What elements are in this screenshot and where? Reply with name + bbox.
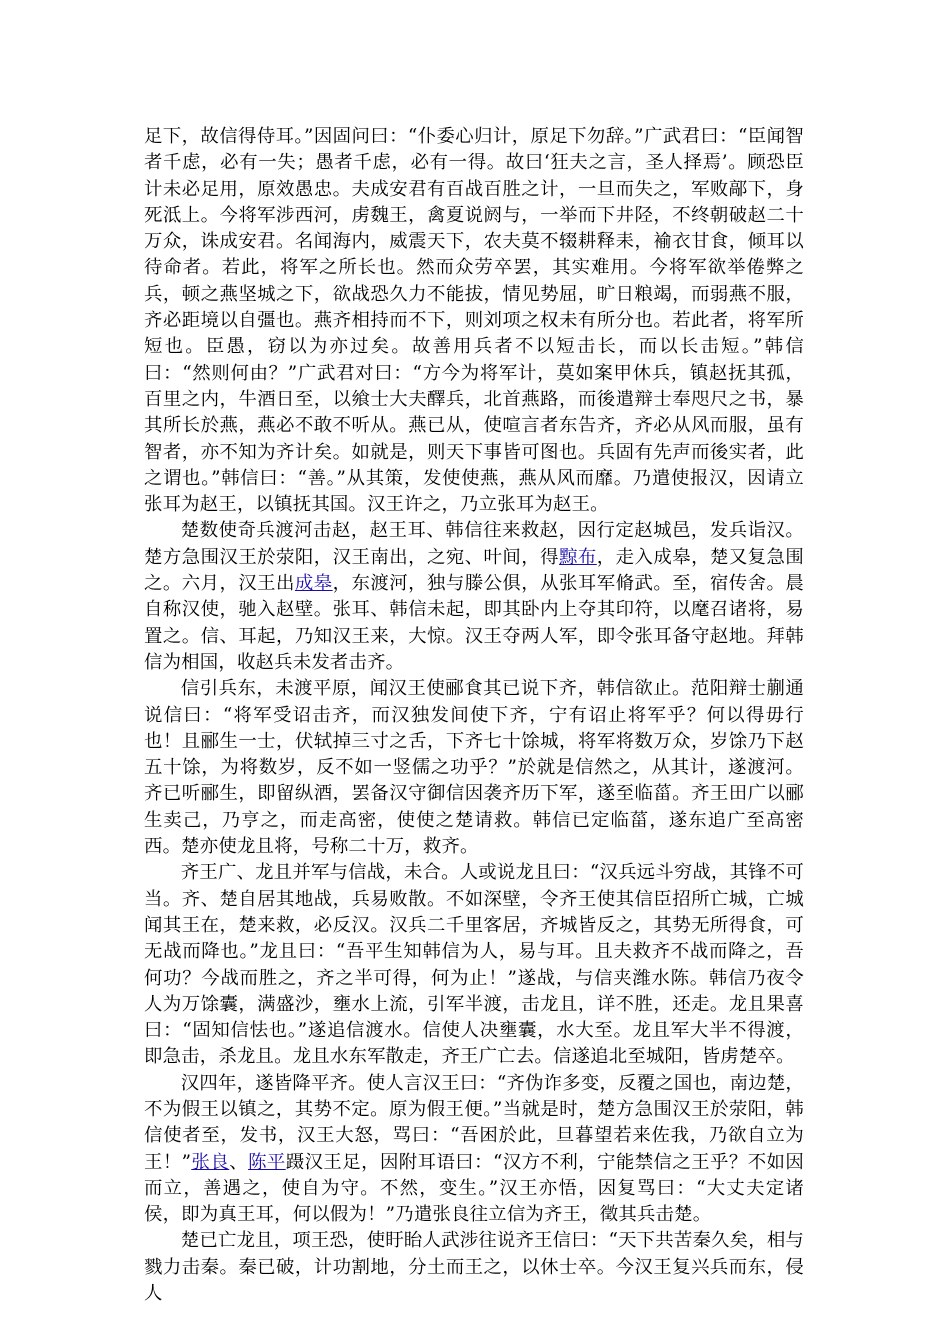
person-link[interactable]: 陈平 [248,1151,286,1173]
paragraph-text: 汉四年，遂皆降平齐。使人言汉王曰：“齐伪诈多变，反覆之国也，南边楚，不为假王以镇之，其势不定。原为假王便。”当就是时，楚方急围汉王於荥阳，韩信使者至，发书，汉王大怒，骂曰：“吾困於此，旦暮望若来佐我，乃欲自立为王！” [144,1072,804,1173]
paragraph [144,518,804,676]
paragraph-text: ，东渡河，独与滕公俱，从张耳军脩武。至，宿传舍。晨自称汉使，驰入赵壁。张耳、韩信未起，即其卧内上夺其印符，以麾召诸将，易置之。信、耳起，乃知汉王来，大惊。汉王夺两人军，即令张耳备守赵地。拜韩信为相国，收赵兵未发者击齐。 [144,573,804,673]
paragraph-text: 蹑汉王足，因附耳语曰：“汉方不利，宁能禁信之王乎？不如因而立，善遇之，使自为守。不然，变生。”汉王亦悟，因复骂曰：“大丈夫定诸侯，即为真王耳，何以假为！”乃遣张良往立信为齐王，徵其兵击楚。 [144,1151,804,1226]
paragraph [144,1228,804,1307]
paragraph-text: ，走入成皋，楚又复急围之。六月，汉王出 [144,546,805,595]
paragraph-text: 足下，故信得侍耳。”因固问曰：“仆委心归计，原足下勿辞。”广武君曰：“臣闻智者千虑，必有一失；愚者千虑，必有一得。故曰‘狂夫之言，圣人择焉’。顾恐臣计未必足用，原效愚忠。夫成安君有百战百胜之计，一旦而失之，军败鄗下，身死泜上。今将军涉西河，虏魏王，禽夏说阏与，一举而下井陉，不终朝破赵二十万众，诛成安君。名闻海内，威震天下，农夫莫不辍耕释耒，褕衣甘食，倾耳以待命者。若此，将军之所长也。然而众劳卒罢，其实难用。今将军欲举倦弊之兵，顿之燕坚城之下，欲战恐久力不能拔，情见势屈，旷日粮竭，而弱燕不服，齐必距境以自彊也。燕齐相持而不下，则刘项之权未有所分也。若此者，将军所短也。臣愚，窃以为亦过矣。故善用兵者不以短击长，而以长击短。”韩信曰：“然则何由？”广武君对曰：“方今为将军计，莫如案甲休兵，镇赵抚其孤，百里之内，牛酒日至，以飨士大夫醳兵，北首燕路，而後遣辩士奉咫尺之书，暴其所长於燕，燕必不敢不听从。燕已从，使喧言者东告齐，齐必从风而服，虽有智者，亦不知为齐计矣。如就是，则天下事皆可图也。兵固有先声而後实者，此之谓也。”韩信曰：“善。”从其策，发使使燕，燕从风而靡。乃遣使报汉，因请立张耳为赵王，以镇抚其国。汉王许之，乃立张耳为赵王。 [144,126,804,516]
paragraph-text: 信引兵东，未渡平原，闻汉王使郦食其已说下齐，韩信欲止。范阳辩士蒯通说信曰：“将军受诏击齐，而汉独发间使下齐，宁有诏止将军乎？何以得毋行也！且郦生一士，伏轼掉三寸之舌，下齐七十馀城，将军将数万众，岁馀乃下赵五十馀，为将数岁，反不如一竖儒之功乎？”於就是信然之，从其计，遂渡河。齐已听郦生，即留纵酒，罢备汉守御信因袭齐历下军，遂至临菑。齐王田广以郦生卖己，乃亨之，而走高密，使使之楚请救。韩信已定临菑，遂东追广至高密西。楚亦使龙且将，号称二十万，救齐。 [144,678,804,858]
paragraph-text: 楚已亡龙且，项王恐，使盱眙人武涉往说齐王信曰：“天下共苦秦久矣，相与戮力击秦。秦已破，计功割地，分土而王之，以休士卒。今汉王复兴兵而东，侵人 [144,1230,804,1305]
paragraph [144,124,804,518]
paragraph-text: 、 [229,1151,249,1173]
person-link[interactable]: 张良 [191,1151,230,1173]
document-body [144,124,804,1307]
paragraph-text: 齐王广、龙且并军与信战，未合。人或说龙且曰：“汉兵远斗穷战，其锋不可当。齐、楚自居其地战，兵易败散。不如深壁，令齐王使其信臣招所亡城，亡城闻其王在，楚来救，必反汉。汉兵二千里客居，齐城皆反之，其势无所得食，可无战而降也。”龙且曰：“吾平生知韩信为人，易与耳。且夫救齐不战而降之，吾何功？今战而胜之，齐之半可得，何为止！”遂战，与信夹潍水陈。韩信乃夜令人为万馀囊，满盛沙，壅水上流，引军半渡，击龙且，详不胜，还走。龙且果喜曰：“固知信怯也。”遂追信渡水。信使人决壅囊，水大至。龙且军大半不得渡，即急击，杀龙且。龙且水东军散走，齐王广亡去。信遂追北至城阳，皆虏楚卒。 [144,862,804,1068]
person-link[interactable]: 成皋 [294,573,333,595]
paragraph [144,676,804,860]
paragraph [144,860,804,1070]
paragraph [144,1071,804,1229]
paragraph-text: 楚数使奇兵渡河击赵，赵王耳、韩信往来救赵，因行定赵城邑，发兵诣汉。楚方急围汉王於荥阳，汉王南出，之宛、叶间，得 [144,520,804,568]
person-link[interactable]: 黥布 [559,546,597,568]
